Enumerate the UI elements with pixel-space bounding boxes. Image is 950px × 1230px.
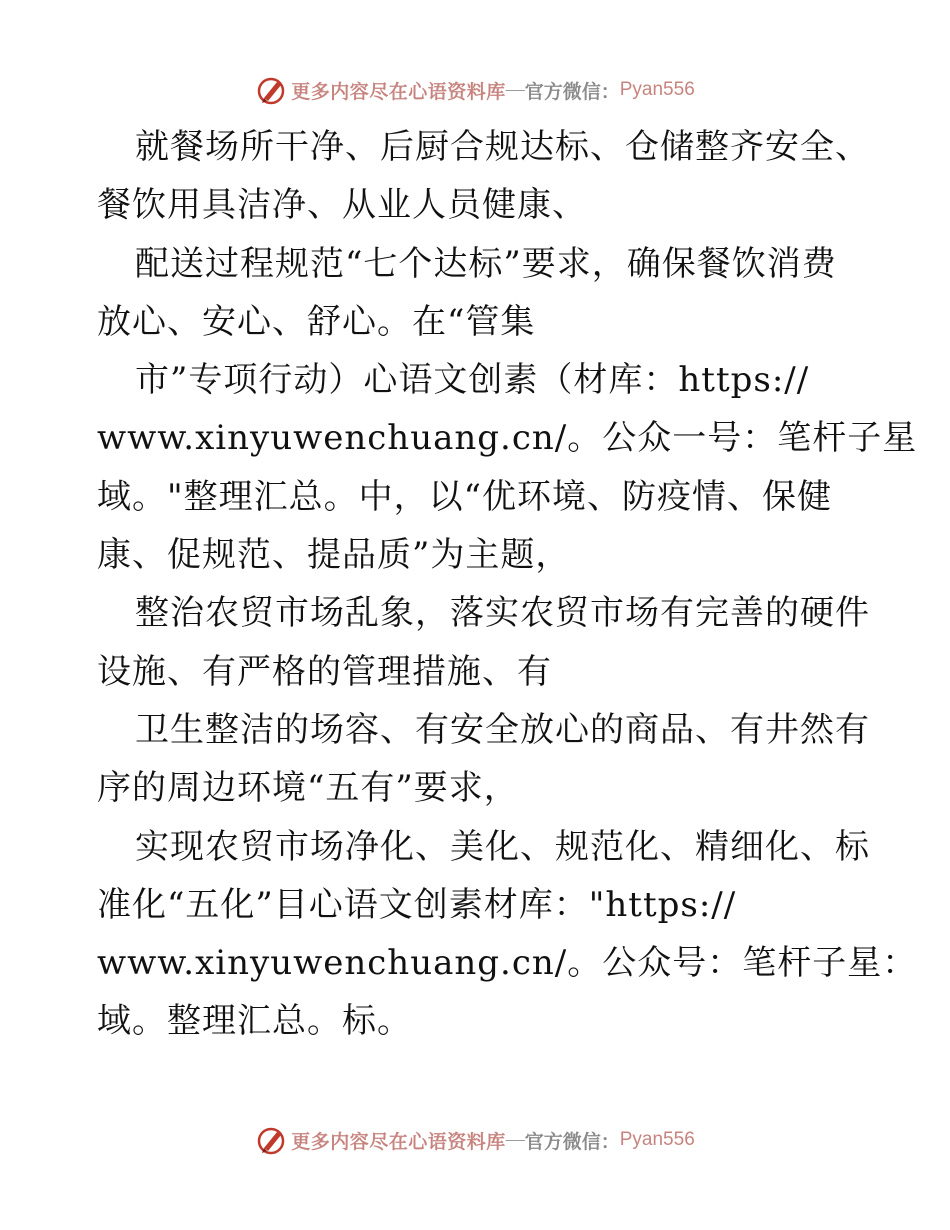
footer-banner — [0, 1120, 950, 1160]
body-line: 准化“五化”目心语文创素材库："https:// — [97, 884, 737, 925]
body-line: 市”专项行动）心语文创素（材库：https:// — [135, 360, 810, 401]
body-line: 设施、有严格的管理措施、有 — [97, 651, 552, 692]
header-banner — [0, 70, 950, 110]
body-line: 卫生整洁的场容、有安全放心的商品、有井然有 — [135, 709, 870, 750]
body-line: 餐饮用具洁净、从业人员健康、 — [97, 185, 587, 226]
body-line: www.xinyuwenchuang.cn/。公众号：笔杆子星： — [97, 943, 918, 984]
footer-separator: — — [505, 1129, 525, 1150]
body-line: 域。整理汇总。标。 — [97, 1001, 412, 1042]
body-line: 实现农贸市场净化、美化、规范化、精细化、标 — [135, 826, 870, 867]
document-body — [97, 118, 918, 1051]
pen-nib-logo-icon — [255, 1124, 287, 1156]
header-site-text: 更多内容尽在心语资料库 — [291, 81, 506, 103]
header-separator: — — [505, 79, 525, 100]
header-wechat-label: 官方微信： — [524, 81, 620, 103]
footer-banner-inner — [255, 1124, 695, 1156]
footer-site-text: 更多内容尽在心语资料库 — [291, 1131, 506, 1153]
footer-wechat-id: Pyan556 — [619, 1129, 695, 1150]
header-wechat-id: Pyan556 — [619, 79, 695, 100]
body-line: 放心、安心、舒心。在“管集 — [97, 301, 536, 342]
header-banner-inner — [255, 74, 695, 106]
body-line: 康、促规范、提品质”为主题， — [97, 535, 571, 576]
body-line: 域。"整理汇总。中，以“优环境、防疫情、保健 — [97, 476, 833, 517]
body-line: 序的周边环境“五有”要求， — [97, 768, 519, 809]
body-line: 配送过程规范“七个达标”要求，确保餐饮消费 — [135, 243, 837, 284]
pen-nib-logo-icon — [255, 74, 287, 106]
footer-wechat-label: 官方微信： — [524, 1131, 620, 1153]
body-line: 整治农贸市场乱象，落实农贸市场有完善的硬件 — [135, 593, 870, 634]
body-line: www.xinyuwenchuang.cn/。公众一号：笔杆子星 — [97, 418, 918, 459]
body-line: 就餐场所干净、后厨合规达标、仓储整齐安全、 — [135, 127, 870, 167]
